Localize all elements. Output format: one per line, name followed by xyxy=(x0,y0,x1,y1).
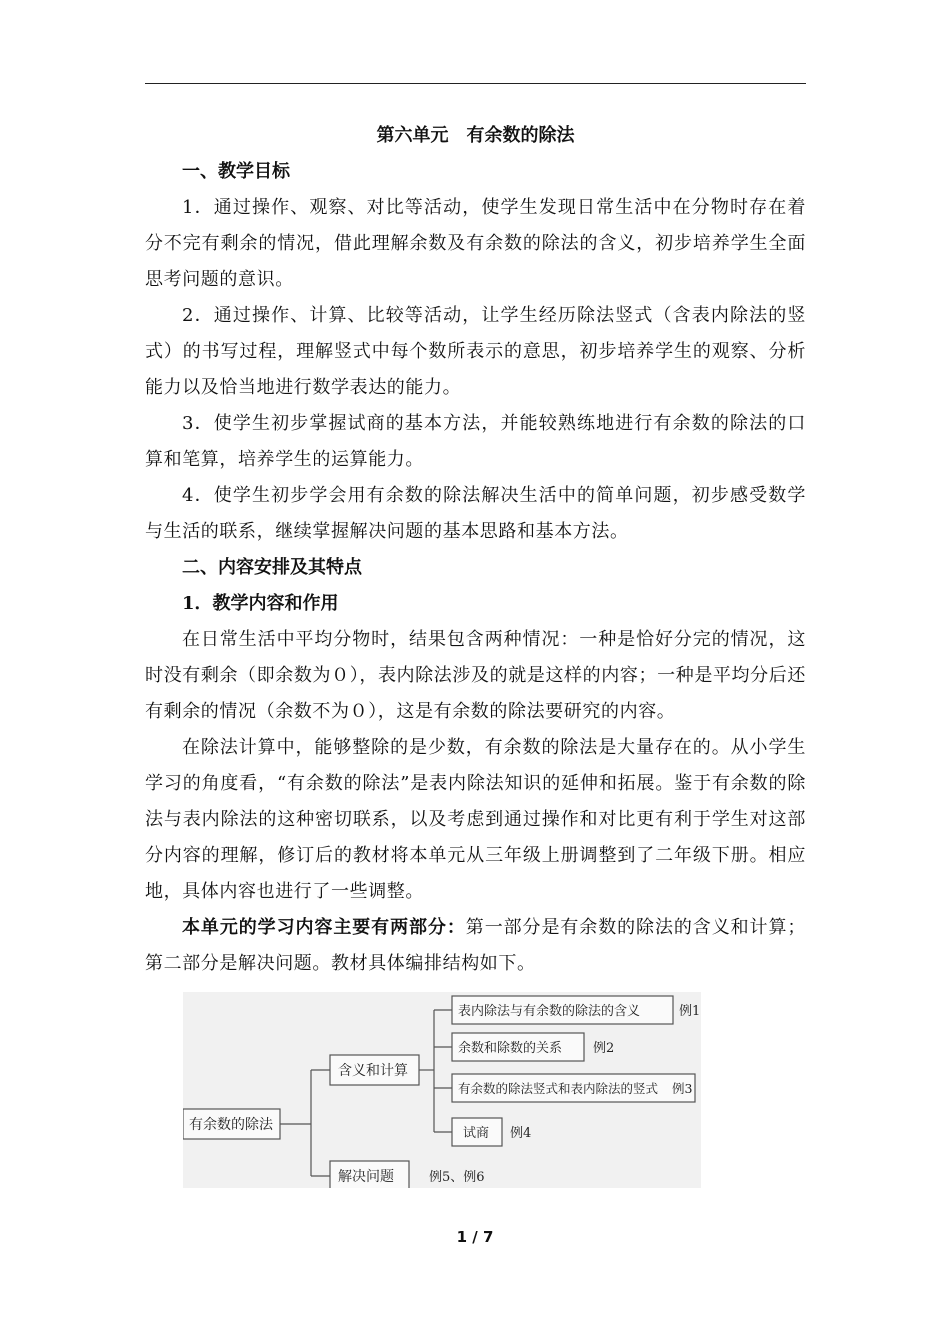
content-paragraph-2: 在除法计算中，能够整除的是少数，有余数的除法是大量存在的。从小学生学习的角度看，“有余数的除法”是表内除法知识的延伸和拓展。鉴于有余数的除法与表内除法的这种密切联系，以及考虑到通过操作和对比更有利于学生对这部分内容的理解，修订后的教材将本单元从三年级上册调整到了二年级下册。相应地，具体内容也进行了一些调整。 xyxy=(145,737,806,902)
content-paragraph-3 xyxy=(145,910,806,982)
leaf2-example: 例2 xyxy=(593,1041,615,1056)
goal-paragraph-2: 2．通过操作、计算、比较等活动，让学生经历除法竖式（含表内除法的竖式）的书写过程，理解竖式中每个数所表示的意思，初步培养学生的观察、分析能力以及恰当地进行数学表达的能力。 xyxy=(145,305,806,398)
page-number: 1 / 7 xyxy=(456,1228,494,1246)
subsection-heading: 1．教学内容和作用 xyxy=(182,593,339,614)
structure-diagram-svg xyxy=(183,992,701,1188)
root-label: 有余数的除法 xyxy=(189,1117,273,1133)
branch2-example: 例5、例6 xyxy=(429,1170,485,1185)
leaf4-example: 例4 xyxy=(510,1126,532,1141)
section-heading-goals: 一、教学目标 xyxy=(182,161,290,182)
goal-paragraph-3: 3．使学生初步掌握试商的基本方法，并能较熟练地进行有余数的除法的口算和笔算，培养学生的运算能力。 xyxy=(145,413,806,470)
leaf1-label: 表内除法与有余数的除法的含义 xyxy=(458,1004,641,1019)
leaf1-example: 例1 xyxy=(679,1004,701,1019)
structure-diagram xyxy=(183,992,701,1188)
goal-paragraph-4: 4．使学生初步学会用有余数的除法解决生活中的简单问题，初步感受数学与生活的联系，继续掌握解决问题的基本思路和基本方法。 xyxy=(145,485,806,542)
header-rule xyxy=(145,83,806,84)
goal-paragraph-1: 1．通过操作、观察、对比等活动，使学生发现日常生活中在分物时存在着分不完有剩余的情况，借此理解余数及有余数的除法的含义，初步培养学生全面思考问题的意识。 xyxy=(145,197,806,290)
branch1-label: 含义和计算 xyxy=(338,1063,408,1079)
content-paragraph-1: 在日常生活中平均分物时，结果包含两种情况：一种是恰好分完的情况，这时没有剩余（即余数为０），表内除法涉及的就是这样的内容；一种是平均分后还有剩余的情况（余数不为０），这是有余数的除法要研究的内容。 xyxy=(145,629,806,722)
document-body xyxy=(145,118,806,982)
page-title: 第六单元 有余数的除法 xyxy=(376,125,575,146)
paragraph-rest: 第一部分是有余数的除法的含义和计算；第二部分是解决问题。教材具体编排结构如下。 xyxy=(145,917,806,974)
leaf3-example: 例3 xyxy=(672,1081,693,1096)
section-heading-content: 二、内容安排及其特点 xyxy=(182,557,362,578)
paragraph-lead: 本单元的学习内容主要有两部分： xyxy=(182,917,466,938)
branch2-label: 解决问题 xyxy=(338,1169,394,1185)
leaf3-label: 有余数的除法竖式和表内除法的竖式 xyxy=(458,1081,659,1096)
leaf2-label: 余数和除数的关系 xyxy=(458,1041,563,1056)
leaf4-label: 试商 xyxy=(463,1126,490,1141)
